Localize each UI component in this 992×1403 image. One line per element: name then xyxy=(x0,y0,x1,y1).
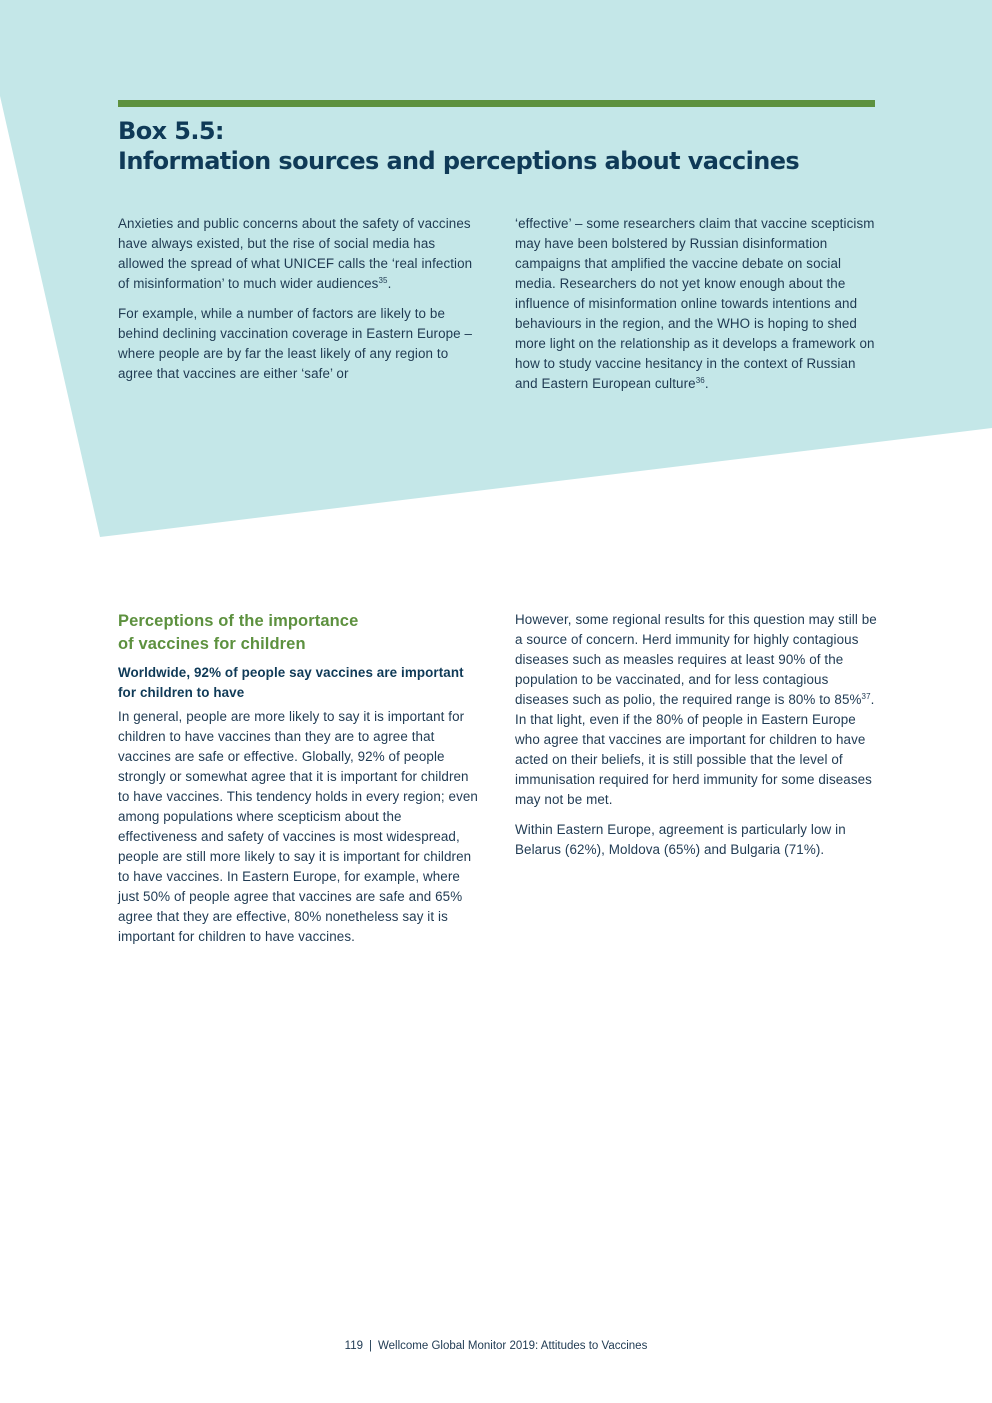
box-paragraph-3-text: ‘effective’ – some researchers claim that vaccine scepticism may have been bolstered by Russian disinformation campaigns that amplified the vaccine debate on social media. Researchers do not yet know enough about the influence of misinformation online towards intentions and behaviours in the region, and the WHO is hoping to shed more light on the relationship as it develops a framework on how to study vaccine hesitancy in the context of Russian and Eastern European culture xyxy=(515,216,875,391)
section-paragraph-1: In general, people are more likely to say it is important for children to have vaccines than they are to agree that vaccines are safe or effective. Globally, 92% of people strongly or somewhat agree that it is important for children to have vaccines. This tendency holds in every region; even among populations where scepticism about the effectiveness and safety of vaccines is most widespread, people are still more likely to say it is important for children to have vaccines. In Eastern Europe, for example, where just 50% of people agree that vaccines are safe and 65% agree that they are effective, 80% nonetheless say it is important for children to have vaccines. xyxy=(118,709,478,944)
box-title-rule xyxy=(118,100,875,107)
box-title-number: Box 5.5: xyxy=(118,117,224,145)
box-title xyxy=(118,116,878,176)
footer-separator: | xyxy=(369,1340,372,1352)
footnote-ref-35: 35 xyxy=(378,276,388,285)
section-heading xyxy=(118,610,480,656)
box-paragraph-1-end: . xyxy=(387,276,392,291)
section-left-column xyxy=(118,610,480,957)
footnote-ref-36: 36 xyxy=(695,376,705,385)
box-right-column xyxy=(515,214,877,404)
publication-title: Wellcome Global Monitor 2019: Attitudes to Vaccines xyxy=(378,1340,648,1352)
page-footer xyxy=(0,1338,992,1354)
section-heading-line-1: Perceptions of the importance xyxy=(118,612,359,630)
section-right-column xyxy=(515,610,877,870)
box-paragraph-1 xyxy=(118,214,478,294)
box-left-column xyxy=(118,214,478,394)
section-paragraph-2 xyxy=(515,610,877,810)
section-subheading: Worldwide, 92% of people say vaccines are important for children to have xyxy=(118,665,464,700)
section-heading-line-2: of vaccines for children xyxy=(118,635,306,653)
footnote-ref-37: 37 xyxy=(861,692,871,701)
page-number: 119 xyxy=(344,1340,363,1352)
box-paragraph-3-end: . xyxy=(704,376,709,391)
box-title-text: Information sources and perceptions about vaccines xyxy=(118,147,800,175)
box-paragraph-3 xyxy=(515,214,877,394)
section-paragraph-3: Within Eastern Europe, agreement is particularly low in Belarus (62%), Moldova (65%) and Bulgaria (71%). xyxy=(515,822,846,857)
box-paragraph-2: For example, while a number of factors are likely to be behind declining vaccination coverage in Eastern Europe – where people are by far the least likely of any region to agree that vaccines are either ‘safe’ or xyxy=(118,306,473,381)
section-paragraph-2-text-b: . In that light, even if the 80% of people in Eastern Europe who agree that vaccines are important for children to have acted on their beliefs, it is still possible that the level of immunisation required for herd immunity for some diseases may not be met. xyxy=(515,692,875,807)
box-paragraph-1-text: Anxieties and public concerns about the safety of vaccines have always existed, but the rise of social media has allowed the spread of what UNICEF calls the ‘real infection of misinformation’ to much wider audiences xyxy=(118,216,473,291)
section-paragraph-2-text-a: However, some regional results for this question may still be a source of concern. Herd immunity for highly contagious diseases such as measles requires at least 90% of the population to be vaccinated, and for less contagious diseases such as polio, the required range is 80% to 85% xyxy=(515,612,877,707)
